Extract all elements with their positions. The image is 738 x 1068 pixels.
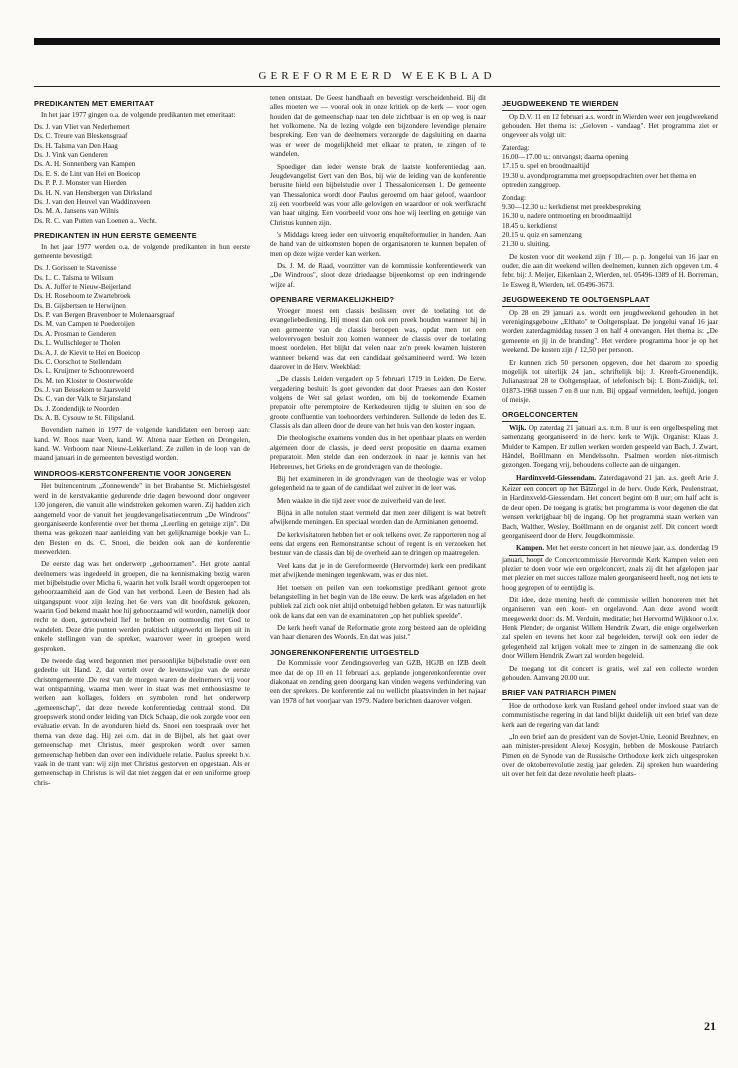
- page-number: 21: [704, 1019, 716, 1033]
- schedule-items: [502, 153, 718, 190]
- section-title-wierden: JEUGDWEEKEND TE WIERDEN: [502, 99, 718, 111]
- paragraph: De toegang tot dit concert is gratis, wel zal een collecte worden gehouden. Aanvang 20.00 uur.: [502, 664, 718, 682]
- schedule-day-label: Zondag:: [502, 193, 526, 202]
- list-item: Ds. P. P. J. Monster van Hierden: [34, 179, 127, 188]
- paragraph: Kampen. Met het eerste concert in het nieuwe jaar, a.s. donderdag 19 januari, hoopt de Concertcommissie Hervormde Kerk Kampen velen een plezier te doen voor wie een orgelconcert, zoals zij dit het afgelopen jaar met plezier en met succes talloze malen georganiseerd heeft, nog net iets te hoog gegrepen of te eentijdig is.: [502, 544, 719, 592]
- list-item: Ds. E. S. de Lint van Hei en Boeicop: [34, 169, 141, 178]
- section-title-orgelconcerten: ORGELCONCERTEN: [502, 410, 718, 422]
- list-item: Ds. A. J. de Kievit te Hei en Boeicop: [34, 348, 141, 357]
- paragraph: Op 28 en 29 januari a.s. wordt een jeugdweekend gehouden in het verenigingsgebouw „Elthato" te Ooltgensplaat. De jongelui vanaf 16 jaar worden zaterdagmiddag tussen 3 en half 4 ontvangen. Het thema is: „De gemeente en jij in de branding". Het verdere programma hoor je op het weekend. De kosten zijn ƒ 12,50 per persoon.: [502, 308, 718, 355]
- schedule-zondag: [502, 194, 718, 250]
- schedule-zaterdag: [502, 144, 718, 191]
- paragraph: De tweede dag werd begonnen met persoonlijke bijbelstudie over een gedeelte uit Hand. 2, dat vertelt over de levenswijze van de eerste christengemeente .De rest van de morgen waren de deelnemers vrij voor wat ontspanning, waarna men weer in staat was met enthousiasme te werken aan kollages, folders en symbolen rond het onderwerp „gemeenschap", dat deze tweede konferentiedag centraal stond. Dit groepswerk stond onder leiding van Dick Schaap, die ook zorgde voor een evaluatie ervan. In de avonduren hield ds. Snoei een toespraak over het thema van deze dag. Hij zei o.m. dat in de Bijbel, als het gaat over gemeenschap met Christus, meer gesproken wordt over samen gemeenschap hebben dan over een individuele relatie. Paulus spreekt b.v. vaak in de trant van: wij zijn met Christus gestorven en opgestaan. Als er gemeenschap in Christus is wil dat niet zeggen dat er een uniforme groep chris-: [34, 656, 250, 787]
- paragraph: 's Middags kreeg ieder een uitvoerig enquêteformulier in handen. Aan de hand van de uitkomsten hopen de organisatoren te kunnen bepalen of men op deze wijze verder kan werken.: [270, 231, 486, 258]
- paragraph: De eerste dag was het onderwerp „gehoorzamen". Het grote aantal deelnemers was ingedeeld in groepen, die na kennismaking bezig waren met bijbelstudie over Micha 6, waarin het volk Israël wordt opgeroepen tot gehoorzaamheid aan de God van het verbond. Leen de Besten had als uitgangspunt voor zijn lezing het 6e vers van dit hoofdstuk gekozen, waarin God bekend maakt hoe hij gehoorzaamd wil worden, namelijk door recht te doen, getrouwheid lief te hebben en ootmoedig met God te wandelen. Deze drie punten werden praktisch uitgewerkt en liepen uit in enkele stellingen van de spreker, waarover weer in groepen werd gesproken.: [34, 560, 250, 653]
- paragraph: Hardinxveld-Giessendam. Zaterdagavond 21 jan. a.s. geeft Arie J. Keizer een concert op het Bätzorgel in de herv. Oude Kerk, Peulenstraat, in Hardinxveld-Giessendam. Het concert begint om 8 uur; om half acht is de deur open. De toegang is gratis; het programma is voor degenen die dat wensen verkrijgbaar bij de ingang. Op het programma staan werken van Bach, Walther, Wesley, Boëllmann en de organist zelf. Dit concert wordt georganiseerd door de Herv. Jeugdkommissie.: [502, 473, 718, 540]
- paragraph: „De classis Leiden vergadert op 5 februari 1719 in Leiden. De Eerw. vergadering besluit: Is goet gevonden dat door Praeses aan den Koster volgens de Wet sal gelast worden, om bij de toekomende Examen prepatoir ofte peremptoire de Kerkedeuren tijdig te sluiten en soo de groote confluentie van toehoorders verhinderen. Sullende de leden des E. Classis als dan alleen door de deure van het huis van den koster ingaan.: [270, 375, 486, 431]
- paragraph: Men waakte in die tijd zeer voor de zuiverheid van de leer.: [277, 496, 446, 505]
- list-item: Ds. C. Treure van Bleskensgraaf: [34, 132, 128, 141]
- section-title-ooltgensplaat: JEUGDWEEKEND TE OOLTGENSPLAAT: [502, 295, 718, 307]
- paragraph: Ds. J. M. de Raad, voorzitter van de kommissie konferentiewerk van „De Windroos", sloot deze driedaagse bijeenkomst op een indringende wijze af.: [270, 262, 486, 289]
- section-title-jongerenkonferentie: JONGERENKONFERENTIE UITGESTELD: [270, 647, 420, 657]
- place-name: Wijk.: [509, 423, 527, 432]
- list-item: 20.15 u. quiz en samenzang: [502, 230, 582, 239]
- section-title-windroos: WINDROOS-KERSTCONFERENTIE VOOR JONGEREN: [34, 469, 250, 481]
- list-item: 21.30 u. sluiting.: [502, 240, 551, 249]
- list-item: Ds. A. Juffer te Nieuw-Beijerland: [34, 283, 131, 291]
- paragraph: Wijk. Op zaterdag 21 januari a.s. n.m. 8 uur is een orgelbespeling met samenzang georganiseerd in de herv. kerk te Wijk. Organist: Klaas J. Mulder te Kampen. Er zullen werken worden gespeeld van Bach, J. Zwart, Händel, Boëllmann en Mendelssohn. Psalmen worden niet-ritmisch gezongen. Toegang vrij, behoudens collecte aan de uitgangen.: [502, 423, 719, 470]
- header-rule: [34, 86, 720, 87]
- paragraph: De kerk heeft vanaf de Reformatie grote zorg besteed aan de opleiding van haar dienaren des Woords. En dat was juist.": [270, 623, 486, 642]
- list-item: 19.30 u. avondprogramma met groepsopdrachten over het thema en optreden zanggroep.: [502, 171, 697, 190]
- section-title-pimen: BRIEF VAN PATRIARCH PIMEN: [502, 688, 718, 700]
- list-item: Ds. M. van Campen te Poederoijen: [34, 320, 135, 329]
- paragraph: Hoe de orthodoxe kerk van Rusland geheel onder invloed staat van de communistische regering in dat land blijkt duidelijk uit een brief van deze kerk aan de regering van dat land:: [502, 701, 718, 729]
- paragraph: De kosten voor dit weekend zijn ƒ 10,— p. p. Jongelui van 16 jaar en ouder, die aan dit weekend willen deelnemen, kunnen zich opgeven t.m. 4 febr. bij: J. Meijer, Eikenlaan 2, Wierden, tel. 05496-1389 of H. Borreman, 1e Esweg 8, Wierden, tel. 05496-3673.: [502, 252, 718, 289]
- list-item: Ds. J. Gorissen te Stavenisse: [34, 264, 117, 273]
- list-item: 9.30—12.30 u.: kerkdienst met preekbespreking: [502, 202, 641, 211]
- list-item: Ds. J. van Beusekom te Jaarsveld: [34, 385, 131, 394]
- paragraph: tenen ontstaat. De Geest handhaaft en bevestigt verscheidenheid. Bij dit alles moeten we — vooral ook in onze kritiek op de kerk — voor ogen houden dat de gemeenschap naar ten dele zichtbaar is en op weg is naar het volkomene. Na de lezing volgde een bijzondere levendige plenaire bespreking. Een van de deelnemers verzorgde de dagsluiting en daarna was er weer de mogelijkheid met elkaar te praten, te zingen of te wandelen.: [270, 94, 486, 159]
- list-item: Ds. H. N. van Hensbergen van Dirksland: [34, 188, 152, 197]
- paragraph: De Kommissie voor Zendingsoverleg van GZB, HGJB en IZB deelt mee dat de op 10 en 11 februari a.s. geplande jongerenkonferentie over diakonaat en zending geen doorgang kan vinden wegens verhindering van een der sprekers. De konferentie zal nu wellicht plaatsvinden in het najaar van 1978 of het voorjaar van 1979. Nadere berichten daarover volgen.: [270, 659, 486, 705]
- list-item: Ds. L. C. Talsma te Wilsum: [34, 273, 114, 282]
- paragraph: In het jaar 1977 werden o.a. de volgende predikanten in hun eerste gemeente bevestigd:: [34, 242, 250, 260]
- section-title-vermakelijkheid: OPENBARE VERMAKELIJKHEID?: [270, 295, 395, 305]
- place-name: Hardinxveld-Giessendam.: [509, 474, 596, 485]
- list-item: Ds. C. van der Valk te Sirjansland: [34, 395, 132, 404]
- list-item: Ds. M. ten Kloster te Oosterwolde: [34, 376, 133, 385]
- paragraph: De kerkvisitatoren hebben het er ook telkens over. Ze rapporteren nog al eens dat ergens een Remonstrantse schout of regent is en verzoeken het bestuur van de classis dan bij de overheid aan te dringen op maatregelen.: [270, 530, 486, 558]
- paragraph: Het buitencentrum „Zonnewende" in het Brabantse St. Michielsgestel werd in de kerstvakantie gedurende drie dagen bewoond door ongeveer 130 jongeren, die vanuit alle windstreken gekomen waren. Zij hadden zich aangemeld voor de vanuit het jeugdevangelisatiecentrum „De Windroos" georganiseerde konferentie over het thema „Leerling en getuige zijn". Dit thema was gekozen naar aanleiding van het gelijknamige boekje van L. den Besten en ds. C. Snoei, die beiden ook aan de konferentie meewerkten.: [34, 482, 250, 556]
- paragraph: Er kunnen zich 50 personen opgeven, doe het daarom zo spoedig mogelijk tot uiterlijk 24 jan., schriftelijk bij: J. Kreeft-Groenendijk, Julianastraat 28 te Ooltgensplaat, of telefonisch bij: I. Bom-Zuidijk, tel. 01873-1968 tussen 7 en 8 uur n.m. Bij opgaaf vermelden, leeftijd, jongen of meisje.: [502, 358, 718, 404]
- paragraph: Spoediger dan ieder wenste brak de laatste konferentiedag aan. Jeugdevangelist Gert van den Bos, bij wie de leiding van de konferentie berustte hield een bijbelstudie over 1 Thessalonicensen 1. De gemeente van Thessalonica wordt door Paulus geroemd om haar geloof, waardoor zij een voorbeeld was voor alle gelovigen en waardoor er ook werfkracht van haar uitging. Een voorbeeld voor ons hoe wij leerling en getuige van Christus kunnen zijn.: [270, 162, 486, 227]
- running-header: GEREFORMEERD WEEKBLAD: [258, 70, 496, 82]
- paragraph: Bij het examineren in de grondvragen van de theologie was er volop gelegenheid na te gaan of de candidaat wel zuiver in de leer was.: [270, 474, 486, 493]
- list-item: Ds. B. Gijsbertsen te Herwijnen: [34, 301, 126, 310]
- list-item: Ds. L. Wullschleger te Tholen: [34, 339, 121, 348]
- list-item: Ds. A. H. Sonnenberg van Kampen: [34, 160, 136, 169]
- list-item: 16.30 u. nadere ontmoeting en broodmaaltijd: [502, 212, 632, 221]
- paragraph: „In een brief aan de president van de Sovjet-Unie, Leonid Brezhnev, en aan minister-president Alexej Kosygin, hebben de Moskouse Patriarch Pimen en de Synode van de Russische Orthodoxe kerk zich uitgesproken over de oktoberrevolutie zestig jaar geleden. Zij spreken hun waardering uit over het feit dat deze revolutie heeft plaats-: [502, 732, 718, 779]
- paragraph: Bijna in alle notulen staat vermeld dat men zeer diligent is wat betreft afwijkende meningen. En speciaal worden dan de Arminianen genoemd.: [270, 509, 486, 527]
- list-item: 16.00—17.00 u.: ontvangst; daarna opening: [502, 153, 629, 162]
- top-black-bar: [34, 38, 720, 45]
- paragraph: In het jaar 1977 gingen o.a. de volgende predikanten met emeritaat:: [41, 110, 236, 119]
- list-item: Ds. C. Oorschot te Stellendam: [34, 357, 122, 366]
- list-item: Ds. L. Kruijmer te Schoonrewoerd: [34, 367, 134, 376]
- eerste-gemeente-list: [34, 264, 250, 423]
- list-item: Ds. J. Vink van Genderen: [34, 151, 108, 160]
- paragraph: Bovendien namen in 1977 de volgende kandidaten een beroep aan: kand. W. Roos naar Veen, kand. W. Altena naar Eethen en Drongelen, kand. W. Verhoom naar Nieuw-Lekkerland. Ze zullen in de loop van de maand januari in de gemeenten bevestigd worden.: [34, 426, 250, 463]
- list-item: Ds. H. Talsma van Den Haag: [34, 141, 118, 150]
- list-item: Ds. J. van Vliet van Nederhemert: [34, 122, 130, 131]
- list-item: Ds. A. Prosman te Genderen: [34, 329, 116, 338]
- list-item: Ds. R. C. van Putten van Loenen a.. Vecht.: [34, 216, 157, 225]
- list-item: Ds. H. Roseboom te Zwartebroek: [34, 292, 131, 301]
- schedule-day-label: Zaterdag:: [502, 143, 530, 152]
- paragraph: Het toetsen en peilen van een toekomstige predikant genoot grote belangstelling in het begin van de 18e eeuw. De kerk was afgeladen en het publiek zal zich ook niet altijd onbetuigd hebben gelaten. Er was natuurlijk ook de kans dat een van de examinatoren „op het publiek speelde".: [270, 583, 486, 620]
- list-item: 17.15 u. spel en broodmaaltijd: [502, 162, 590, 171]
- list-item: Ds. M. A. Jansens van Wilnis: [34, 207, 119, 216]
- emeritaat-list: [34, 123, 250, 226]
- list-item: 18.45 u. kerkdienst: [502, 221, 558, 230]
- list-item: Ds. P. van Bergen Bravenboer te Molenaarsgraaf: [34, 311, 175, 320]
- column-middle: [270, 94, 486, 709]
- column-right: [502, 94, 718, 783]
- list-item: Ds. J. Zondendijk te Noorden: [34, 404, 120, 413]
- schedule-items: [502, 203, 718, 250]
- section-title-emeritaat: PREDIKANTEN MET EMERITAAT: [34, 99, 155, 108]
- place-name: Kampen.: [509, 544, 544, 555]
- section-title-eerste-gemeente: PREDIKANTEN IN HUN EERSTE GEMEENTE: [34, 230, 197, 240]
- paragraph: Die theologische examens vonden dus in het openbaar plaats en werden algemeen door de classis, je deed eerst propositie en daarna examen preparatoir. Men stelde dan een onderzoek in naar je kennis van het Hebreeuws, het Grieks en de grondvragen van de theologie.: [270, 434, 486, 471]
- paragraph: Veel kans dat je in de Gereformeerde (Hervormde) kerk een predikant met afwijkende meningen tegenkwam, was er dus niet.: [270, 561, 486, 580]
- list-item: Ds. J. van den Heuvel van Waddinxveen: [34, 197, 151, 206]
- paragraph: Op D.V. 11 en 12 februari a.s. wordt in Wierden weer een jeugdweekend gehouden. Het thema is: „Geloven - vandaag". Het programma ziet er ongeveer als volgt uit:: [502, 112, 718, 140]
- column-left: [34, 94, 250, 791]
- list-item: Ds. A. B. Cysouw te St. Filipsland.: [34, 414, 135, 423]
- paragraph: Vroeger moest een classis beslissen over de toelating tot de evangeliebediening. Hij moest dan ook een preek houden wanneer hij in een gemeente van de classis beroepen was, opdat men tot een welovervogen besluit zou komen wanneer de classis over de toelating moest oordelen. Het blijkt dat velen naar zo'n preek kwamen luisteren wanneer bekend was dat een candidaat geëxamineerd werd. We lezen daarover in de Herv. Weekblad:: [270, 306, 486, 371]
- paragraph: Dit idee, deze mening heeft de commissie willen honoreren met het organiseren van een koor- en orgelavond. Aan deze avond wordt meegewerkt door: ds. M. Verduin, meditatie; het Hervormd Wijkkoor o.l.v. Henk Plender; de organist Willem Hendrik Zwart, die enige orgelwerken zal spelen en tevens het koor zal begeleiden, terwijl ook een ieder de gelegenheid zal krijgen vokalt mee te zingen in de samenzang die ook door Willem Hendrik Zwart zal worden begeleid.: [502, 596, 718, 661]
